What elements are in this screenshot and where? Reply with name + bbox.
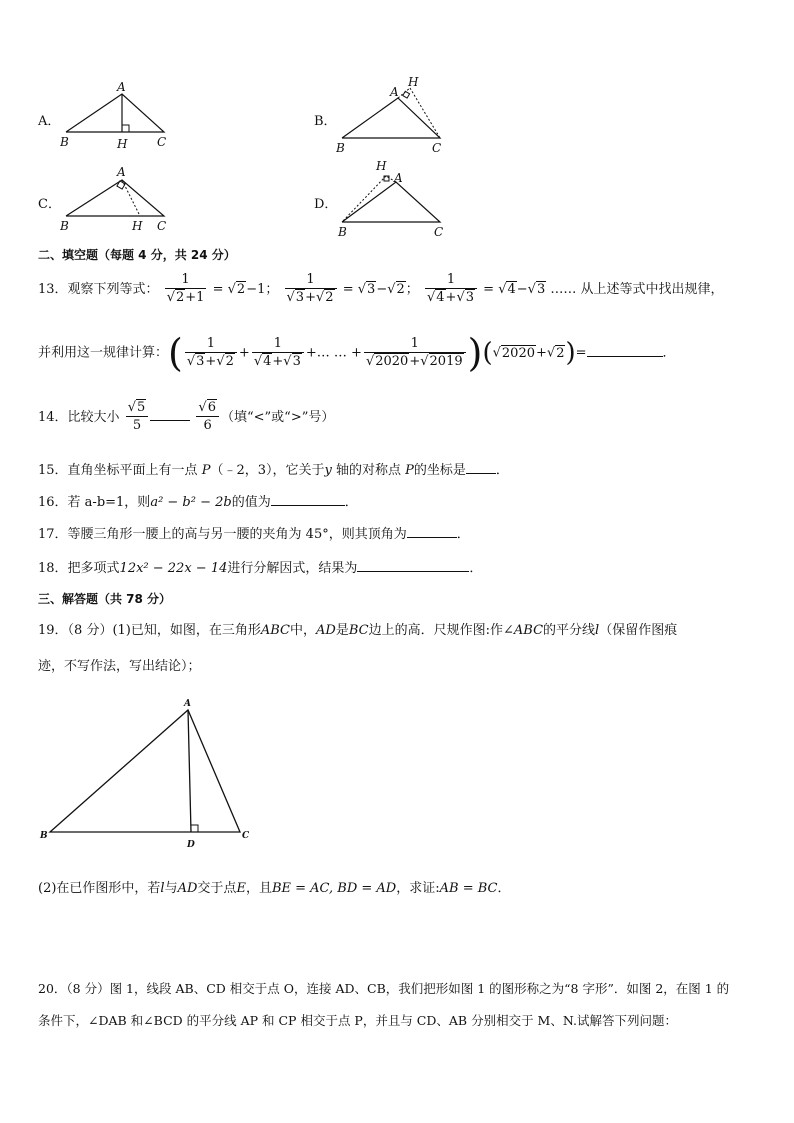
question-19-part2: (2)在已作图形中，若l与AD交于点E，且BE = AC, BD = AD，求证:AB = BC．	[38, 881, 511, 896]
option-d-figure	[334, 156, 454, 242]
triangle-d	[342, 182, 440, 222]
answer-blank-13[interactable]	[587, 342, 663, 357]
fraction-3: $\frac{1}{√4+√3}$	[425, 272, 477, 307]
right-angle-mark	[122, 125, 129, 132]
label-d: D	[187, 840, 195, 850]
option-b-label: B．	[314, 114, 337, 129]
question-19: 19．（8 分）(1)已知，如图，在三角形ABC中，AD是BC边上的高．尺规作图:作∠ABC的平分线l（保留作图痕	[38, 623, 678, 638]
triangle-c	[66, 180, 164, 216]
label-c: C	[432, 141, 442, 155]
question-16: 16．若 a-b=1，则a² − b² − 2b的值为 ．	[38, 491, 358, 510]
triangle-abc	[50, 710, 240, 832]
answer-blank-18[interactable]	[357, 557, 469, 572]
label-h: H	[132, 219, 143, 233]
label-c: C	[157, 135, 167, 149]
label-a: A	[390, 85, 399, 99]
option-d-label: D．	[314, 197, 338, 212]
option-a-label: A．	[38, 114, 61, 129]
altitude-ad	[188, 710, 191, 832]
answer-blank-14[interactable]	[150, 406, 190, 421]
option-b-figure	[336, 74, 456, 158]
label-b: B	[336, 141, 345, 155]
section-title-fill-blank: 二、填空题（每题 4 分，共 24 分）	[38, 248, 236, 262]
question-15: 15．直角坐标平面上有一点 P（﹣2，3），它关于y 轴的对称点 P的坐标是 ．	[38, 459, 509, 478]
label-b: B	[40, 831, 48, 841]
answer-blank-16[interactable]	[271, 491, 345, 506]
question-13-expression: 并利用这一规律计算：( $\frac{1}{√3+√2}$ + $\frac{1}{√4+√3}$ +… … + $\frac{1}{√2020+√2019}$ )(√2020+√2)= ．	[38, 331, 676, 375]
triangle-b	[342, 98, 440, 138]
label-b: B	[60, 219, 69, 233]
fraction-2: $\frac{1}{√3+√2}$	[285, 272, 337, 307]
q13-label: 13．观察下列等式：	[38, 282, 159, 297]
label-c: C	[242, 831, 250, 841]
question-20: 20．（8 分）图 1，线段 AB、CD 相交于点 O，连接 AD、CB，我们把形如图 1 的图形称之为“8 字形”．如图 2，在图 1 的	[38, 981, 730, 996]
fraction-1: $\frac{1}{√2+1}$	[166, 272, 205, 305]
answer-blank-15[interactable]	[466, 459, 496, 474]
label-h: H	[408, 75, 419, 89]
q19-triangle-figure	[36, 696, 266, 854]
label-b: B	[60, 135, 69, 149]
triangle-a	[66, 94, 164, 132]
right-angle-mark	[191, 825, 198, 832]
section-title-answer: 三、解答题（共 78 分）	[38, 592, 172, 606]
question-18: 18．把多项式12x² − 22x − 14进行分解因式，结果为 ．	[38, 557, 482, 576]
label-a: A	[117, 80, 126, 94]
label-c: C	[434, 225, 444, 239]
label-a: A	[117, 165, 126, 179]
label-c: C	[157, 219, 167, 233]
label-b: B	[338, 225, 347, 239]
option-c-label: C．	[38, 197, 61, 212]
answer-blank-17[interactable]	[407, 523, 457, 538]
label-a: A	[394, 171, 403, 185]
question-20-line2: 条件下，∠DAB 和∠BCD 的平分线 AP 和 CP 相交于点 P，并且与 CD、AB 分别相交于 M、N.试解答下列问题：	[38, 1013, 677, 1028]
question-13: 13．观察下列等式： $\frac{1}{√2+1}$ = √2−1； $\frac{1}{√3+√2}$ = √3−√2； $\frac{1}{√4+√3}$ = √4−√3 …… 从上述等式中找出规律，	[38, 272, 724, 305]
question-17: 17．等腰三角形一腰上的高与另一腰的夹角为 45°，则其顶角为 ．	[38, 523, 470, 542]
label-h: H	[376, 159, 387, 173]
question-14: 14．比较大小 $\frac{√5}{5}$ $\frac{√6}{6}$ （填“<”或“>”号）	[38, 400, 335, 433]
question-19-line2: 迹，不写作法，写出结论）；	[38, 659, 201, 674]
option-a-figure	[60, 80, 180, 152]
option-c-figure	[60, 162, 180, 234]
label-h: H	[117, 137, 128, 151]
label-a: A	[184, 699, 191, 709]
